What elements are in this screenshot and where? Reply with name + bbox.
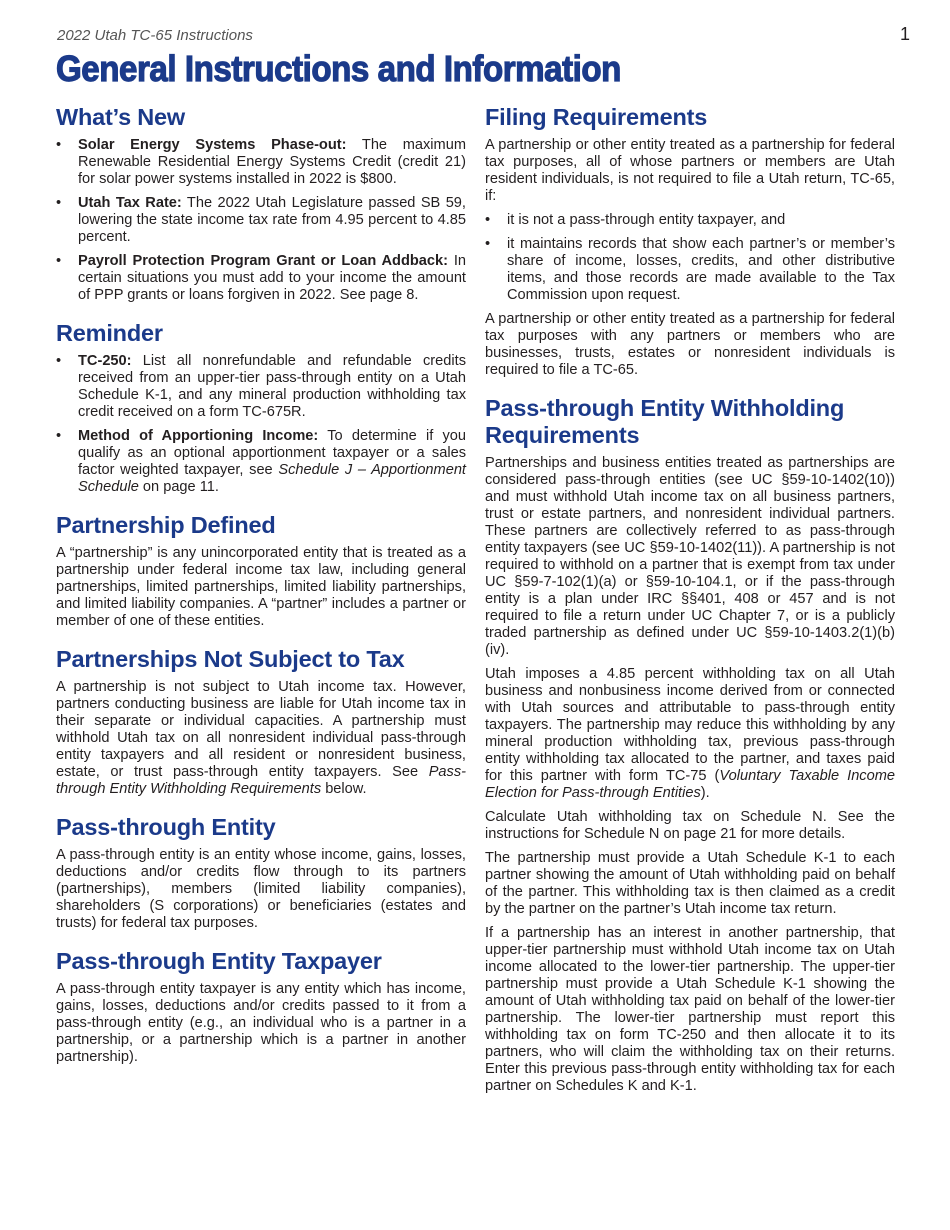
paragraph-text: below. — [321, 781, 367, 797]
section-heading: Partnership Defined — [56, 512, 276, 538]
paragraph: A “partnership” is any unincorporated entity that is treated as a partnership under federal income tax law, including general partnerships, limited partnerships, limited liability partnerships, and limited liability companies. A “partner” includes a partner or member of one of these entities. — [56, 545, 466, 629]
bullet-icon: • — [485, 212, 491, 228]
section-heading: Filing Requirements — [485, 104, 708, 130]
paragraph: A partnership or other entity treated as a partnership for federal tax purposes with any partners or members who are businesses, trusts, estates or nonresident individuals is required to file a TC-65. — [485, 311, 895, 378]
paragraph: A pass-through entity taxpayer is any entity which has income, gains, losses, deductions and/or credits passed to it from a pass-through entity (e.g., an individual who is a partner in a partnership, or a partnership which is a partner in another partnership). — [56, 981, 466, 1065]
section-heading: Partnerships Not Subject to Tax — [56, 646, 405, 672]
section-filing-requirements — [485, 104, 895, 379]
bullet-list — [56, 137, 466, 304]
section-heading: Pass-through Entity — [56, 814, 276, 840]
bullet-list — [56, 353, 466, 496]
paragraph-text: A partnership is not subject to Utah income tax. However, partners conducting business are liable for Utah income tax in their separate or individual capacities. A partnership must withhold Utah tax on all nonresident individual pass-through entity taxpayers and all resident or nonresident business, estate, or trust pass-through entity taxpayers. See — [56, 679, 466, 780]
item-label: Method of Apportioning Income: — [78, 428, 319, 444]
paragraph: A partnership or other entity treated as a partnership for federal tax purposes, all of whose partners or members are Utah resident individuals, is not required to file a Utah return, TC-65, if: — [485, 137, 895, 204]
item-text: To determine if you qualify as an optional apportionment taxpayer or a sales factor weighted taxpayer, see — [78, 428, 466, 478]
item-text: it maintains records that show each partner’s or member’s share of income, losses, credits, and other distributive items, and those records are made available to the Tax Commission upon request. — [507, 236, 895, 303]
section-pass-through-entity — [56, 814, 466, 932]
list-item — [485, 212, 895, 229]
item-label: Solar Energy Systems Phase-out: — [78, 137, 347, 153]
section-whats-new — [56, 104, 466, 304]
section-withholding-requirements — [485, 395, 895, 1095]
list-item — [56, 195, 466, 246]
section-heading: Pass-through Entity Taxpayer — [56, 948, 382, 974]
list-item — [56, 137, 466, 188]
item-label: Payroll Protection Program Grant or Loan Addback: — [78, 253, 449, 269]
list-item — [56, 428, 466, 496]
left-column — [56, 104, 466, 1082]
paragraph-text: Utah imposes a 4.85 percent withholding tax on all Utah business and nonbusiness income derived from or connected with Utah sources and attributable to pass-through entity taxpayers. The partnership may reduce this withholding by any mineral production withholding tax, previous pass-through entity withholding tax allocated to the partner, and taxes paid for this partner with form TC-75 ( — [485, 666, 895, 784]
paragraph: A pass-through entity is an entity whose income, gains, losses, deductions and/or credits flow through to its partners (partnerships), members (limited liability companies), shareholders (S corporations) or beneficiaries (estates and trusts) for federal tax purposes. — [56, 847, 466, 931]
section-heading: Reminder — [56, 320, 163, 346]
item-text: it is not a pass-through entity taxpayer, and — [507, 212, 786, 228]
section-partnership-defined — [56, 512, 466, 630]
item-text: The 2022 Utah Legislature passed SB 59, lowering the state income tax rate from 4.95 percent to 4.85 percent. — [78, 195, 466, 245]
item-text: The maximum Renewable Residential Energy Systems Credit (credit 21) for solar power systems installed in 2022 is $800. — [78, 137, 466, 187]
item-label: TC-250: — [78, 353, 132, 369]
item-label: Utah Tax Rate: — [78, 195, 182, 211]
paragraph — [485, 666, 895, 802]
page-number: 1 — [900, 24, 911, 44]
bullet-icon: • — [56, 137, 62, 153]
section-heading: What’s New — [56, 104, 186, 130]
paragraph: Partnerships and business entities treated as partnerships are considered pass-through entities (see UC §59-10-1402(10)) and must withhold Utah income tax on all business partners, trust or estate partners, and nonresident individual partners. These partners are collectively referred to as pass-through entity taxpayers (see UC §59-10-1402(11)). A partnership is not required to withhold on a partner that is exempt from tax under UC §59-7-102(1)(a) or §59-10-104.1, or if the pass-through entity is a plan under IRC §§401, 408 or 457 and is not required to file a return under UC Chapter 7, or is a publicly traded partnership as defined under UC §59-10-1403.2(1)(b)(iv). — [485, 455, 895, 658]
paragraph: The partnership must provide a Utah Schedule K-1 to each partner showing the amount of Utah withholding paid on behalf of the partner. This withholding tax is then claimed as a credit by the partner on the partner’s Utah income tax return. — [485, 850, 895, 917]
cross-reference: Pass-through Entity Withholding Requirements — [56, 764, 466, 797]
section-heading: Pass-through Entity Withholding Requirements — [485, 395, 845, 448]
item-text: on page 11. — [138, 479, 219, 495]
page-title: General Instructions and Information — [56, 48, 621, 89]
bullet-icon: • — [56, 353, 62, 369]
paragraph-text: ). — [700, 785, 710, 801]
bullet-icon: • — [485, 236, 491, 252]
bullet-list — [485, 212, 895, 304]
form-title: Voluntary Taxable Income Election for Pass-through Entities — [485, 768, 895, 801]
section-not-subject-to-tax — [56, 646, 466, 798]
bullet-icon: • — [56, 428, 62, 444]
bullet-icon: • — [56, 195, 62, 211]
bullet-icon: • — [56, 253, 62, 269]
running-head: 2022 Utah TC-65 Instructions — [57, 27, 253, 44]
item-text: In certain situations you must add to your income the amount of PPP grants or loans forgiven in 2022. See page 8. — [78, 253, 466, 303]
item-text: List all nonrefundable and refundable credits received from an upper-tier pass-through entity on a Utah Schedule K-1, and any mineral production withholding tax credit received on a form TC-675R. — [78, 353, 466, 420]
item-reference: Schedule J – Apportionment Schedule — [78, 462, 466, 495]
list-item — [485, 236, 895, 304]
list-item — [56, 353, 466, 421]
section-reminder — [56, 320, 466, 496]
paragraph: Calculate Utah withholding tax on Schedule N. See the instructions for Schedule N on page 21 for more details. — [485, 809, 895, 842]
section-pass-through-taxpayer — [56, 948, 466, 1066]
paragraph — [56, 679, 466, 798]
list-item — [56, 253, 466, 304]
right-column — [485, 104, 895, 1111]
paragraph: If a partnership has an interest in another partnership, that upper-tier partnership must withhold Utah income tax on Utah income allocated to the lower-tier partnership. The upper-tier partnership must provide a Utah Schedule K-1 showing the amount of Utah withholding tax paid on behalf of the lower-tier partnership. The lower-tier partnership must report this withholding tax on form TC-250 and then allocate it to its partners, who will claim the withholding tax on their returns. Enter this previous pass-through entity withholding tax for each partner on Schedules K and K-1. — [485, 925, 895, 1094]
